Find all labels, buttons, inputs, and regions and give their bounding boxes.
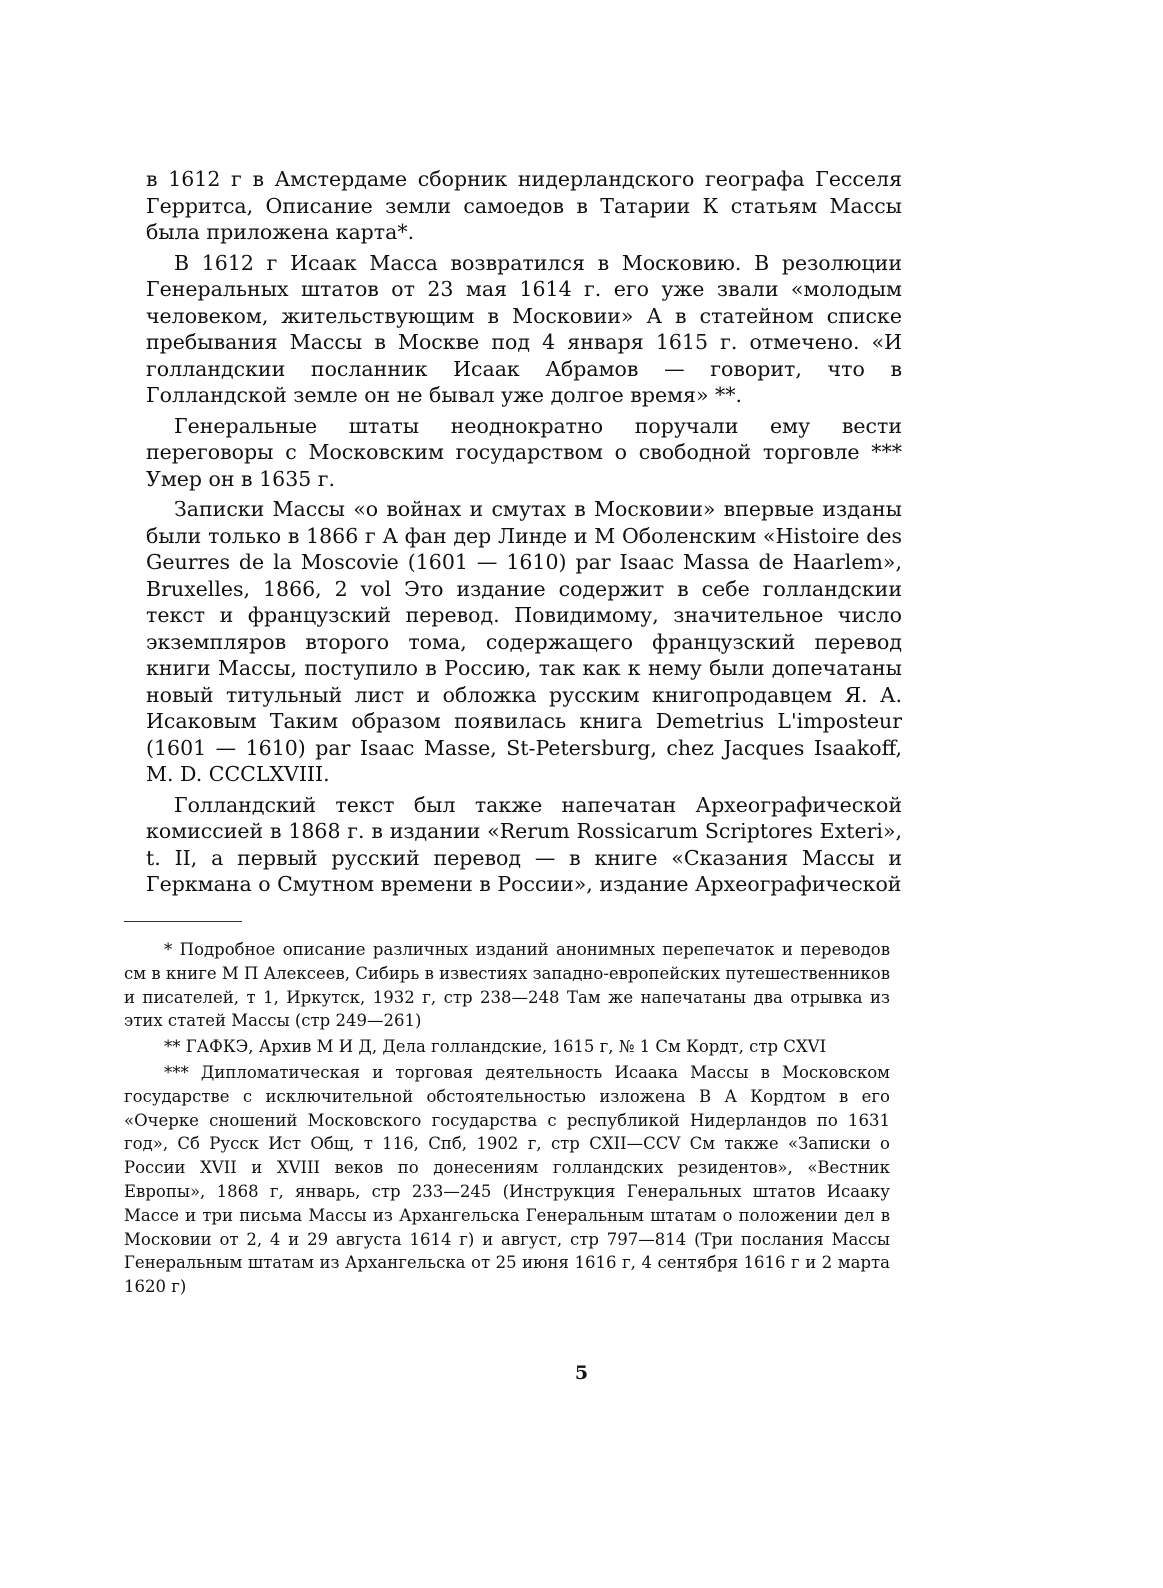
paragraph-dutch-text: Голландский текст был также напечатан Археографической комиссией в 1868 г. в издании «Rerum Rossicarum Scriptores Exteri», t. II, а первый русский перевод — в книге «Сказания Массы и Геркмана о Смутном времени в России», издание Археографической bbox=[146, 792, 902, 896]
footnotes bbox=[124, 938, 890, 1299]
footnote-1: * Подробное описание различных изданий анонимных перепечаток и переводов см в книге М П Алексеев, Сибирь в известиях западно-европейских путешественников и писателей, т 1, Иркутск, 1932 г, стр 238—248 Там же напечатаны два отрывка из этих статей Массы (стр 249—261) bbox=[124, 940, 890, 1031]
paragraph-states-trade: Генеральные штаты неоднократно поручали ему вести переговоры с Московским государством о свободной торговле *** Умер он в 1635 г. bbox=[146, 413, 902, 491]
footnote-2: ** ГАФКЭ, Архив М И Д, Дела голландские, 1615 г, № 1 См Кордт, стр CXVI bbox=[164, 1037, 827, 1057]
page-number: 5 bbox=[574, 1362, 589, 1384]
paragraph-notes-edition: Записки Массы «о войнах и смутах в Московии» впервые изданы были только в 1866 г А фан дер Линде и М Оболенским «Histoire des Geurres de la Moscovie (1601 — 1610) par Isaac Massa de Haarlem», Bruxelles, 1866, 2 vol Это издание содержит в себе голландскии текст и французский перевод. Повидимому, значительное число экземпляров второго тома, содержащего французский перевод книги Массы, поступило в Россию, так как к нему были допечатаны новый титульный лист и обложка русским книгопродавцем Я. А. Исаковым Таким образом появилась книга Demetrius L'imposteur (1601 — 1610) par Isaac Masse, St-Petersburg, chez Jacques Isaakoff, M. D. CCCLXVIII. bbox=[146, 497, 902, 786]
footnote-3: *** Дипломатическая и торговая деятельность Исаака Массы в Московском государстве с исключительной обстоятельностью изложена В А Кордтом в его «Очерке сношений Московского государства с республикой Нидерландов по 1631 год», Сб Русск Ист Общ, т 116, Спб, 1902 г, стр CXII—CCV См также «Записки о России XVII и XVIII веков по донесениям голландских резидентов», «Вестник Европы», 1868 г, январь, стр 233—245 (Инструкция Генеральных штатов Исааку Массе и три письма Массы из Архангельска Генеральным штатам о положении дел в Московии от 2, 4 и 29 августа 1614 г) и август, стр 797—814 (Три послания Массы Генеральным штатам из Архангельска от 25 июня 1616 г, 4 сентября 1616 г и 2 марта 1620 г) bbox=[124, 1062, 890, 1297]
paragraph-massa-return: В 1612 г Исаак Масса возвратился в Московию. В резолюции Генеральных штатов от 23 мая 1614 г. его уже звали «молодым человеком, жительствующим в Московии» А в статейном списке пребывания Массы в Москве под 4 января 1615 г. отмечено. «И голландскии посланник Исаак Абрамов — говорит, что в Голландской земле он не бывал уже долгое время» **. bbox=[146, 250, 902, 407]
main-text bbox=[146, 166, 902, 898]
paragraph-continuation: в 1612 г в Амстердаме сборник нидерландского географа Гесселя Герритса, Описание земли самоедов в Татарии К статьям Массы была приложена карта*. bbox=[146, 167, 902, 244]
footnote-divider bbox=[124, 921, 242, 922]
